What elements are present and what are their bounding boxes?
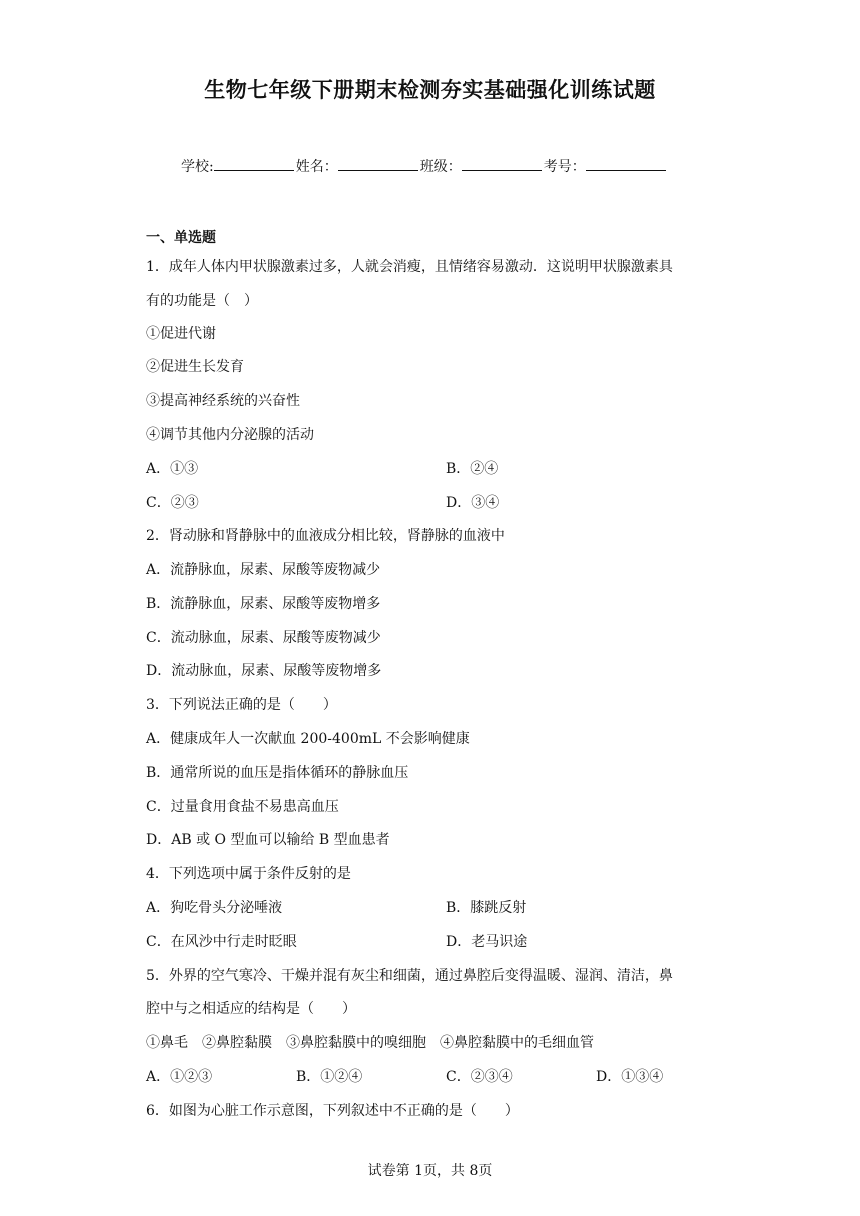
student-info-row (181, 156, 668, 176)
class-label: 班级： (419, 159, 462, 175)
exam-title: 生物七年级下册期末检测夯实基础强化训练试题 (204, 77, 656, 102)
question-5-option-a: A．①②③ (146, 1069, 213, 1085)
question-3-option-d: D．AB 或 O 型血可以输给 B 型血患者 (146, 832, 390, 848)
exam-number-label: 考号： (543, 159, 586, 175)
question-3-option-c: C．过量食用食盐不易患高血压 (146, 799, 339, 815)
question-5-stem-line2: 腔中与之相适应的结构是（ ） (146, 1001, 356, 1017)
question-1-stem-line2: 有的功能是（ ） (146, 293, 258, 309)
question-1-stem-line1: 1．成年人体内甲状腺激素过多，人就会消瘦，且情绪容易激动．这说明甲状腺激素具 (146, 259, 673, 275)
question-1-option-b: B．②④ (446, 461, 499, 477)
section-title: 一、单选题 (146, 230, 216, 246)
question-6-stem: 6．如图为心脏工作示意图，下列叙述中不正确的是（ ） (146, 1103, 519, 1119)
school-blank (214, 156, 294, 171)
class-blank (462, 156, 542, 171)
school-label: 学校: (181, 159, 214, 175)
question-1-statement-3: ③提高神经系统的兴奋性 (146, 393, 300, 409)
question-1-statement-2: ②促进生长发育 (146, 359, 244, 375)
question-2-stem: 2．肾动脉和肾静脉中的血液成分相比较，肾静脉的血液中 (146, 528, 505, 544)
question-4-option-c: C．在风沙中行走时眨眼 (146, 934, 297, 950)
question-2-option-c: C．流动脉血，尿素、尿酸等废物减少 (146, 630, 381, 646)
question-3-option-b: B．通常所说的血压是指体循环的静脉血压 (146, 765, 409, 781)
question-5-stem-line1: 5．外界的空气寒冷、干燥并混有灰尘和细菌，通过鼻腔后变得温暖、湿润、清洁，鼻 (146, 968, 673, 984)
question-1-option-a: A．①③ (146, 461, 199, 477)
question-5-option-b: B．①②④ (296, 1069, 363, 1085)
question-5-option-d: D．①③④ (596, 1069, 664, 1085)
name-blank (338, 156, 418, 171)
question-5-items: ①鼻毛 ②鼻腔黏膜 ③鼻腔黏膜中的嗅细胞 ④鼻腔黏膜中的毛细血管 (146, 1035, 594, 1051)
name-label: 姓名： (295, 159, 338, 175)
question-2-option-a: A．流静脉血，尿素、尿酸等废物减少 (146, 562, 381, 578)
question-3-option-a: A．健康成年人一次献血 200-400mL 不会影响健康 (146, 731, 470, 747)
question-4-option-d: D．老马识途 (446, 934, 528, 950)
question-4-stem: 4．下列选项中属于条件反射的是 (146, 866, 351, 882)
question-5-option-c: C．②③④ (446, 1069, 513, 1085)
question-4-option-b: B．膝跳反射 (446, 900, 527, 916)
question-2-option-d: D．流动脉血，尿素、尿酸等废物增多 (146, 663, 382, 679)
question-2-option-b: B．流静脉血，尿素、尿酸等废物增多 (146, 596, 381, 612)
question-4-option-a: A．狗吃骨头分泌唾液 (146, 900, 283, 916)
question-3-stem: 3．下列说法正确的是（ ） (146, 697, 337, 713)
question-1-statement-1: ①促进代谢 (146, 326, 216, 342)
page-footer: 试卷第 1页，共 8页 (367, 1163, 493, 1179)
question-1-statement-4: ④调节其他内分泌腺的活动 (146, 427, 314, 443)
question-1-option-c: C．②③ (146, 495, 199, 511)
exam-number-blank (586, 156, 666, 171)
question-1-option-d: D．③④ (446, 495, 500, 511)
